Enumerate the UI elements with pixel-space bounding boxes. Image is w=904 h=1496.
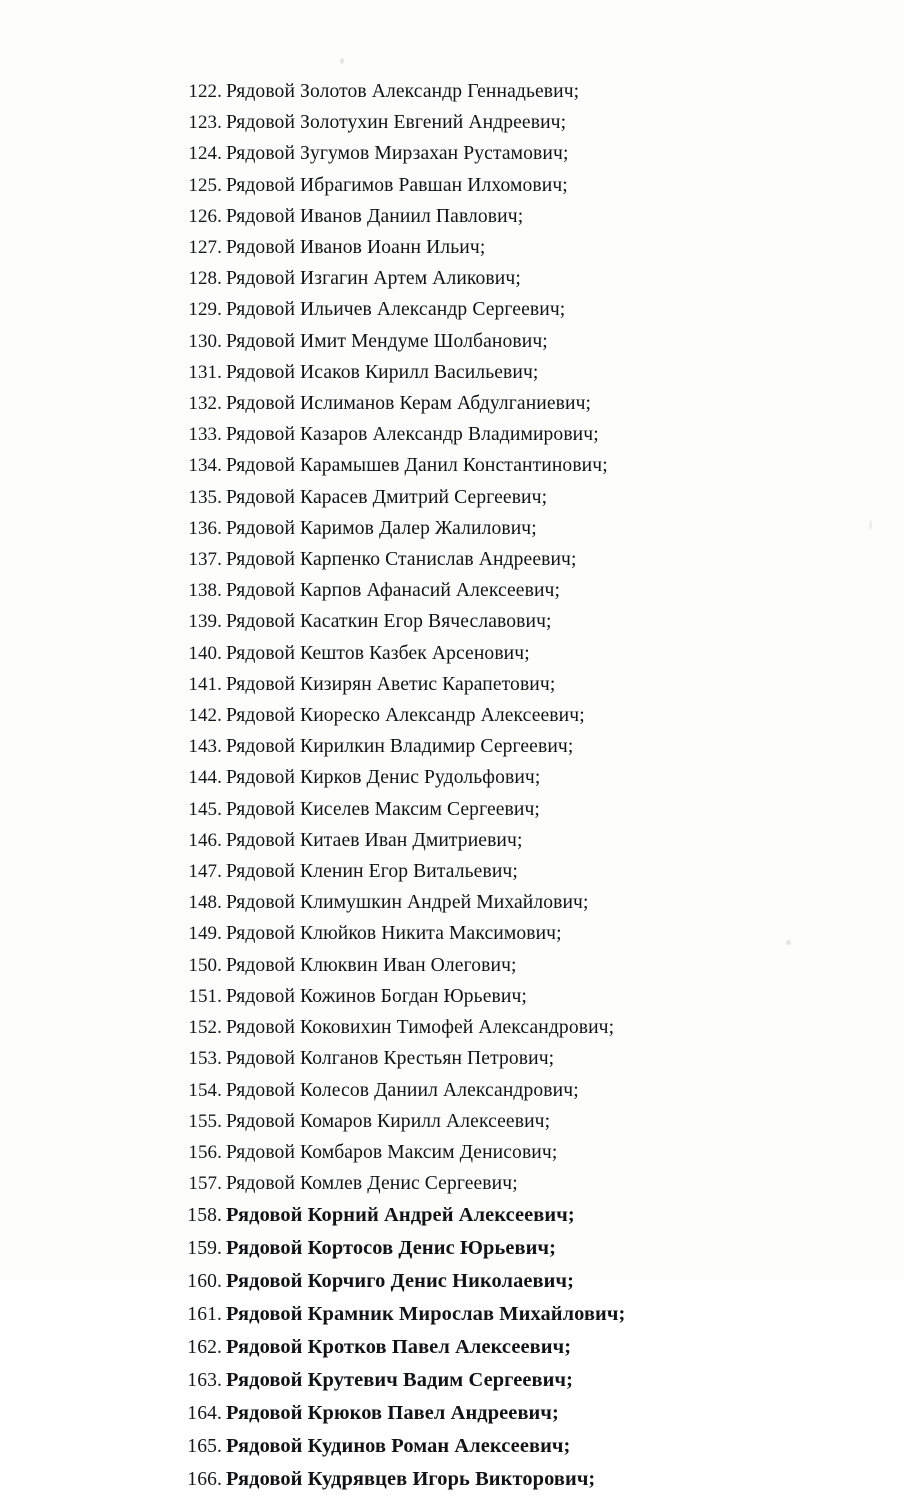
- list-item: [176, 232, 816, 263]
- list-item-number: 147.: [188, 861, 222, 883]
- list-item: [176, 1137, 816, 1168]
- list-item-name: Рядовой Карпов Афанасий Алексеевич;: [226, 580, 561, 602]
- list-item-number: 129.: [188, 299, 222, 321]
- list-item: [176, 1364, 816, 1397]
- list-item: [176, 1012, 816, 1043]
- list-item-name: Рядовой Казаров Александр Владимирович;: [226, 424, 599, 446]
- list-item-name: Рядовой Китаев Иван Дмитриевич;: [226, 829, 523, 851]
- list-item: [176, 138, 816, 169]
- list-item: [176, 294, 816, 325]
- list-item: [176, 1199, 816, 1232]
- list-item-name: Рядовой Изгагин Артем Аликович;: [226, 268, 521, 290]
- list-item: [176, 1430, 816, 1463]
- list-item: [176, 170, 816, 201]
- list-item: [176, 856, 816, 887]
- list-item-number: 148.: [188, 892, 222, 914]
- list-item-number: 141.: [188, 673, 222, 695]
- list-item-number: 160.: [187, 1271, 222, 1293]
- list-item-name: Рядовой Крамник Мирослав Михайлович;: [226, 1303, 626, 1326]
- list-item-name: Рядовой Кирилкин Владимир Сергеевич;: [226, 736, 574, 758]
- list-item-name: Рядовой Имит Мендуме Шолбанович;: [226, 330, 548, 352]
- list-item-name: Рядовой Карпенко Станислав Андреевич;: [226, 549, 577, 571]
- list-item-number: 165.: [187, 1436, 222, 1458]
- list-item-name: Рядовой Клюквин Иван Олегович;: [226, 954, 517, 976]
- list-item-name: Рядовой Колесов Даниил Александрович;: [226, 1079, 579, 1101]
- list-item-name: Рядовой Крюков Павел Андреевич;: [226, 1402, 559, 1425]
- list-item-name: Рядовой Ильичев Александр Сергеевич;: [226, 299, 566, 321]
- list-item: [176, 482, 816, 513]
- list-item: [176, 326, 816, 357]
- list-item: [176, 1298, 816, 1331]
- list-item-name: Рядовой Киореско Александр Алексеевич;: [226, 705, 585, 727]
- list-item: [176, 263, 816, 294]
- list-item-number: 151.: [188, 985, 222, 1007]
- list-item-name: Рядовой Кожинов Богдан Юрьевич;: [226, 985, 527, 1007]
- list-item-name: Рядовой Колганов Крестьян Петрович;: [226, 1048, 555, 1070]
- list-item: [176, 1075, 816, 1106]
- list-item-number: 156.: [188, 1141, 222, 1163]
- list-item-name: Рядовой Кудинов Роман Алексеевич;: [226, 1435, 571, 1458]
- list-item-number: 164.: [187, 1403, 222, 1425]
- list-item: [176, 357, 816, 388]
- list-item: [176, 669, 816, 700]
- list-item-number: 152.: [188, 1017, 222, 1039]
- list-item-number: 143.: [188, 736, 222, 758]
- list-item-number: 157.: [188, 1173, 222, 1195]
- list-item: [176, 201, 816, 232]
- list-item-name: Рядовой Касаткин Егор Вячеславович;: [226, 611, 552, 633]
- list-item-number: 150.: [188, 954, 222, 976]
- list-item-name: Рядовой Исаков Кирилл Васильевич;: [226, 361, 539, 383]
- list-item: [176, 825, 816, 856]
- list-item: [176, 1043, 816, 1074]
- list-item-number: 135.: [188, 486, 222, 508]
- list-item-name: Рядовой Зугумов Мирзахан Рустамович;: [226, 143, 569, 165]
- list-item-number: 161.: [187, 1304, 222, 1326]
- list-item-number: 154.: [188, 1079, 222, 1101]
- list-item-name: Рядовой Кортосов Денис Юрьевич;: [226, 1237, 556, 1260]
- list-item: [176, 544, 816, 575]
- numbered-name-list: [176, 76, 816, 1496]
- list-item: [176, 1331, 816, 1364]
- list-item-name: Рядовой Корчиго Денис Николаевич;: [226, 1270, 574, 1293]
- list-item: [176, 450, 816, 481]
- list-item-number: 123.: [188, 112, 222, 134]
- list-item-number: 159.: [187, 1238, 222, 1260]
- list-item-number: 125.: [188, 174, 222, 196]
- list-item-name: Рядовой Комлев Денис Сергеевич;: [226, 1173, 518, 1195]
- list-item-name: Рядовой Комбаров Максим Денисович;: [226, 1141, 558, 1163]
- list-item-name: Рядовой Золотухин Евгений Андреевич;: [226, 112, 567, 134]
- list-item-number: 163.: [187, 1370, 222, 1392]
- list-item-name: Рядовой Золотов Александр Геннадьевич;: [226, 81, 580, 102]
- list-item-number: 134.: [188, 455, 222, 477]
- list-item-name: Рядовой Климушкин Андрей Михайлович;: [226, 892, 589, 914]
- list-item: [176, 513, 816, 544]
- list-item-name: Рядовой Крутевич Вадим Сергеевич;: [226, 1369, 574, 1392]
- list-item-number: 149.: [188, 923, 222, 945]
- list-item-number: 145.: [188, 798, 222, 820]
- list-item-number: 133.: [188, 424, 222, 446]
- list-item: [176, 1168, 816, 1199]
- list-item-number: 140.: [188, 642, 222, 664]
- list-item-number: 137.: [188, 549, 222, 571]
- list-item-number: 144.: [188, 767, 222, 789]
- list-item-number: 130.: [188, 330, 222, 352]
- list-item-name: Рядовой Каримов Далер Жалилович;: [226, 517, 537, 539]
- list-item-number: 138.: [188, 580, 222, 602]
- list-item-number: 139.: [188, 611, 222, 633]
- list-item-name: Рядовой Коковихин Тимофей Александрович;: [226, 1017, 615, 1039]
- list-item-number: 158.: [187, 1205, 222, 1227]
- list-item-name: Рядовой Клюйков Никита Максимович;: [226, 923, 562, 945]
- list-item-number: 166.: [187, 1469, 222, 1491]
- list-item: [176, 388, 816, 419]
- list-item-name: Рядовой Киселев Максим Сергеевич;: [226, 798, 540, 820]
- list-item-number: 124.: [188, 143, 222, 165]
- list-item: [176, 1265, 816, 1298]
- list-item: [176, 1397, 816, 1430]
- list-item: [176, 887, 816, 918]
- list-item-number: 136.: [188, 517, 222, 539]
- list-item: [176, 1463, 816, 1496]
- list-item-number: 155.: [188, 1110, 222, 1132]
- list-item-name: Рядовой Карасев Дмитрий Сергеевич;: [226, 486, 548, 508]
- list-item: [176, 419, 816, 450]
- list-item-name: Рядовой Кирков Денис Рудольфович;: [226, 767, 541, 789]
- list-item-number: 132.: [188, 393, 222, 415]
- list-item-number: 131.: [188, 361, 222, 383]
- list-item: [176, 638, 816, 669]
- list-item: [176, 794, 816, 825]
- list-item: [176, 107, 816, 138]
- list-item-name: Рядовой Ибрагимов Равшан Илхомович;: [226, 174, 568, 196]
- list-item-number: 127.: [188, 237, 222, 259]
- list-item: [176, 606, 816, 637]
- list-item-name: Рядовой Кизирян Аветис Карапетович;: [226, 673, 556, 695]
- list-item-name: Рядовой Иванов Даниил Павлович;: [226, 205, 524, 227]
- list-item-name: Рядовой Комаров Кирилл Алексеевич;: [226, 1110, 551, 1132]
- list-item-number: 162.: [187, 1337, 222, 1359]
- list-item: [176, 731, 816, 762]
- list-item-name: Рядовой Кештов Казбек Арсенович;: [226, 642, 530, 664]
- list-item-name: Рядовой Ислиманов Керам Абдулганиевич;: [226, 393, 592, 415]
- list-item-name: Рядовой Корний Андрей Алексеевич;: [226, 1204, 575, 1227]
- list-item: [176, 575, 816, 606]
- list-item-name: Рядовой Кленин Егор Витальевич;: [226, 861, 518, 883]
- list-item-number: 146.: [188, 829, 222, 851]
- scan-artifact-speck: [869, 520, 872, 530]
- list-item-name: Рядовой Иванов Иоанн Ильич;: [226, 237, 486, 259]
- list-item: [176, 700, 816, 731]
- list-item: [176, 76, 816, 107]
- list-item-number: 128.: [188, 268, 222, 290]
- list-item: [176, 762, 816, 793]
- list-item-number: 142.: [188, 705, 222, 727]
- scan-artifact-speck: [340, 58, 344, 64]
- list-item: [176, 1232, 816, 1265]
- list-item: [176, 950, 816, 981]
- list-item: [176, 1106, 816, 1137]
- list-item: [176, 918, 816, 949]
- list-item-number: 153.: [188, 1048, 222, 1070]
- list-item-name: Рядовой Кротков Павел Алексеевич;: [226, 1336, 572, 1359]
- list-item-number: 122.: [188, 81, 222, 102]
- list-item-number: 126.: [188, 205, 222, 227]
- list-item: [176, 981, 816, 1012]
- list-item-name: Рядовой Кудрявцев Игорь Викторович;: [226, 1468, 596, 1491]
- list-item-name: Рядовой Карамышев Данил Константинович;: [226, 455, 608, 477]
